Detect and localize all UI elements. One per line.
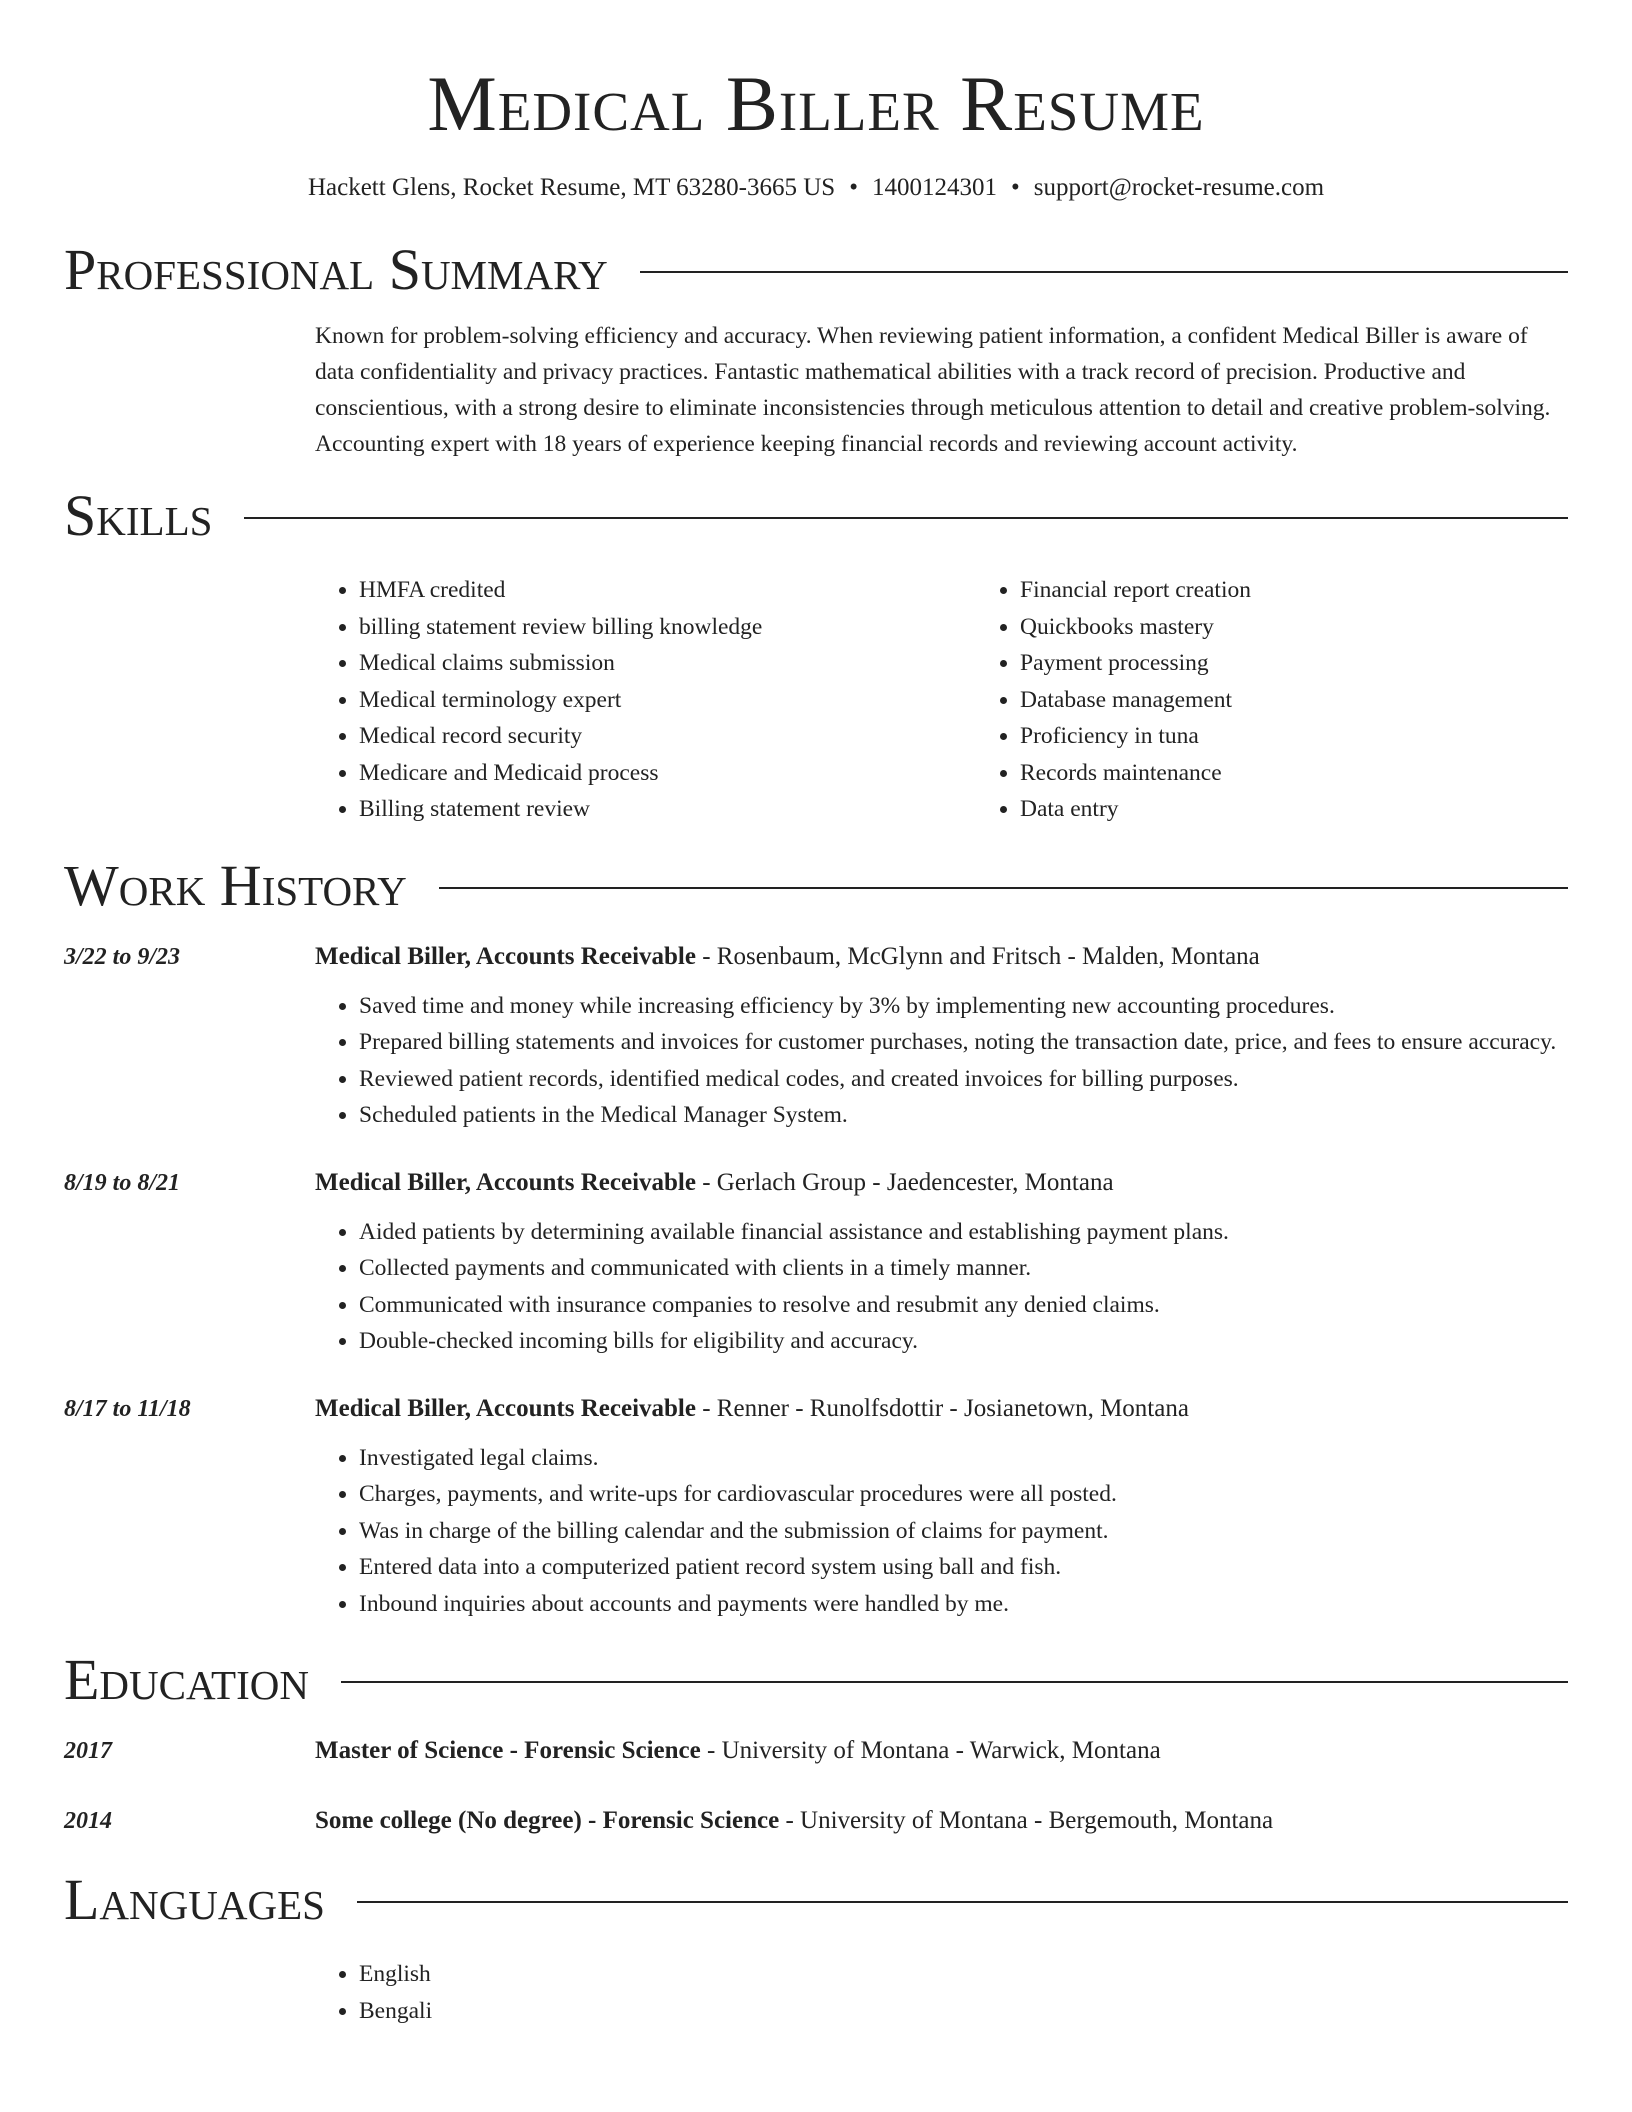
- skill-item: • Records maintenance: [1020, 755, 1632, 792]
- work-bullet: • Double-checked incoming bills for eligibility and accuracy.: [359, 1323, 1568, 1360]
- contact-separator: •: [1010, 174, 1020, 201]
- work-bullet: • Collected payments and communicated with clients in a timely manner.: [359, 1250, 1568, 1287]
- section-divider: [341, 1681, 1568, 1683]
- skill-item: • Medical record security: [359, 718, 976, 755]
- work-bullet: • Inbound inquiries about accounts and payments were handled by me.: [359, 1586, 1568, 1623]
- language-item: • English: [359, 1956, 1568, 1993]
- skill-item: • Quickbooks mastery: [1020, 609, 1632, 646]
- languages-list: [315, 1956, 1568, 2029]
- skill-item: • HMFA credited: [359, 572, 976, 609]
- job-title: Medical Biller, Accounts Receivable: [315, 942, 696, 970]
- work-entry-header: [64, 1166, 1568, 1200]
- skill-item: • Medical terminology expert: [359, 682, 976, 719]
- section-divider: [357, 1901, 1568, 1903]
- section-divider: [244, 517, 1568, 519]
- work-bullets: [315, 1440, 1568, 1623]
- job-title: Medical Biller, Accounts Receivable: [315, 1394, 696, 1422]
- degree: Master of Science - Forensic Science: [315, 1737, 701, 1764]
- education-heading-line: [315, 1734, 1161, 1768]
- work-bullet: • Prepared billing statements and invoices for customer purchases, noting the transaction date, price, and fees to ensure accuracy.: [359, 1024, 1568, 1061]
- education-heading: Education: [64, 1647, 309, 1712]
- work-entry: [64, 1166, 1568, 1360]
- resume-title: Medical Biller Resume: [427, 60, 1205, 147]
- work-bullet: • Scheduled patients in the Medical Manager System.: [359, 1097, 1568, 1134]
- work-heading: Work History: [64, 852, 407, 918]
- summary-heading: Professional Summary: [64, 237, 608, 302]
- skills-heading: Skills: [64, 483, 213, 548]
- work-date: 8/17 to 11/18: [64, 1395, 191, 1422]
- skill-item: • Medicare and Medicaid process: [359, 755, 976, 792]
- section-divider: [439, 887, 1568, 889]
- work-entry: [64, 1392, 1568, 1623]
- employer-location: - Rosenbaum, McGlynn and Fritsch - Malden, Montana: [695, 942, 1260, 970]
- work-bullet: • Saved time and money while increasing efficiency by 3% by implementing new accounting procedures.: [359, 988, 1568, 1025]
- skill-item: • Financial report creation: [1020, 572, 1632, 609]
- work-date: 3/22 to 9/23: [64, 943, 181, 970]
- work-bullet: • Entered data into a computerized patient record system using ball and fish.: [359, 1549, 1568, 1586]
- work-bullet: • Investigated legal claims.: [359, 1440, 1568, 1477]
- summary-text: Known for problem-solving efficiency and accuracy. When reviewing patient information, a confident Medical Biller is aware of data confidentiality and privacy practices. Fantastic mathematical abilities with a track record of precision. Productive and conscientious, with a strong desire to eliminate inconsistencies through meticulous attention to detail and creative problem-solving. Accounting expert with 18 years of experience keeping financial records and reviewing account activity.: [315, 323, 1551, 457]
- contact-phone: 1400124301: [871, 174, 997, 201]
- skill-item: • Proficiency in tuna: [1020, 718, 1632, 755]
- work-bullet: • Communicated with insurance companies to resolve and resubmit any denied claims.: [359, 1287, 1568, 1324]
- language-item: • Bengali: [359, 1993, 1568, 2030]
- contact-separator: •: [849, 174, 858, 201]
- skills-column-left: [315, 572, 976, 828]
- skills-list: [315, 572, 1568, 828]
- work-heading-line: [315, 940, 1260, 974]
- work-heading-line: [315, 1392, 1189, 1426]
- degree: Some college (No degree) - Forensic Science: [315, 1807, 780, 1834]
- skill-item: • Database management: [1020, 682, 1632, 719]
- education-date: 2017: [64, 1738, 112, 1764]
- school-location: - University of Montana - Warwick, Montana: [700, 1737, 1161, 1764]
- employer-location: - Gerlach Group - Jaedencester, Montana: [695, 1168, 1114, 1196]
- skill-item: • Billing statement review: [359, 791, 976, 828]
- resume-page: [64, 0, 1568, 2029]
- skill-item: • Data entry: [1020, 791, 1632, 828]
- work-bullet: • Was in charge of the billing calendar and the submission of claims for payment.: [359, 1513, 1568, 1550]
- work-bullet: • Charges, payments, and write-ups for cardiovascular procedures were all posted.: [359, 1476, 1568, 1513]
- work-entry-header: [64, 1392, 1568, 1426]
- skills-section-header: [64, 480, 1568, 552]
- contact-address: Hackett Glens, Rocket Resume, MT 63280-3665 US: [307, 174, 836, 201]
- job-title: Medical Biller, Accounts Receivable: [315, 1168, 696, 1196]
- education-heading-line: [315, 1804, 1273, 1838]
- education-section-header: [64, 1644, 1568, 1716]
- work-entry-header: [64, 940, 1568, 974]
- work-bullet: • Reviewed patient records, identified medical codes, and created invoices for billing purposes.: [359, 1061, 1568, 1098]
- work-section-header: [64, 850, 1568, 922]
- skill-item: • Medical claims submission: [359, 645, 976, 682]
- summary-section-header: [64, 234, 1568, 306]
- work-bullet: • Aided patients by determining available financial assistance and establishing payment plans.: [359, 1214, 1568, 1251]
- work-heading-line: [315, 1166, 1114, 1200]
- skills-column-right: [976, 572, 1632, 828]
- school-location: - University of Montana - Bergemouth, Montana: [779, 1807, 1274, 1834]
- education-entry: [64, 1804, 1568, 1838]
- education-entry: [64, 1734, 1568, 1768]
- work-date: 8/19 to 8/21: [64, 1169, 181, 1196]
- contact-line: [64, 172, 1568, 204]
- skill-item: • billing statement review billing knowledge: [359, 609, 976, 646]
- work-entry: [64, 940, 1568, 1134]
- work-bullets: [315, 988, 1568, 1134]
- education-date: 2014: [64, 1808, 112, 1834]
- employer-location: - Renner - Runolfsdottir - Josianetown, Montana: [695, 1394, 1189, 1422]
- contact-email[interactable]: support@rocket-resume.com: [1033, 174, 1325, 201]
- languages-heading: Languages: [64, 1867, 325, 1932]
- work-bullets: [315, 1214, 1568, 1360]
- section-divider: [640, 271, 1568, 273]
- skill-item: • Payment processing: [1020, 645, 1632, 682]
- languages-section-header: [64, 1864, 1568, 1936]
